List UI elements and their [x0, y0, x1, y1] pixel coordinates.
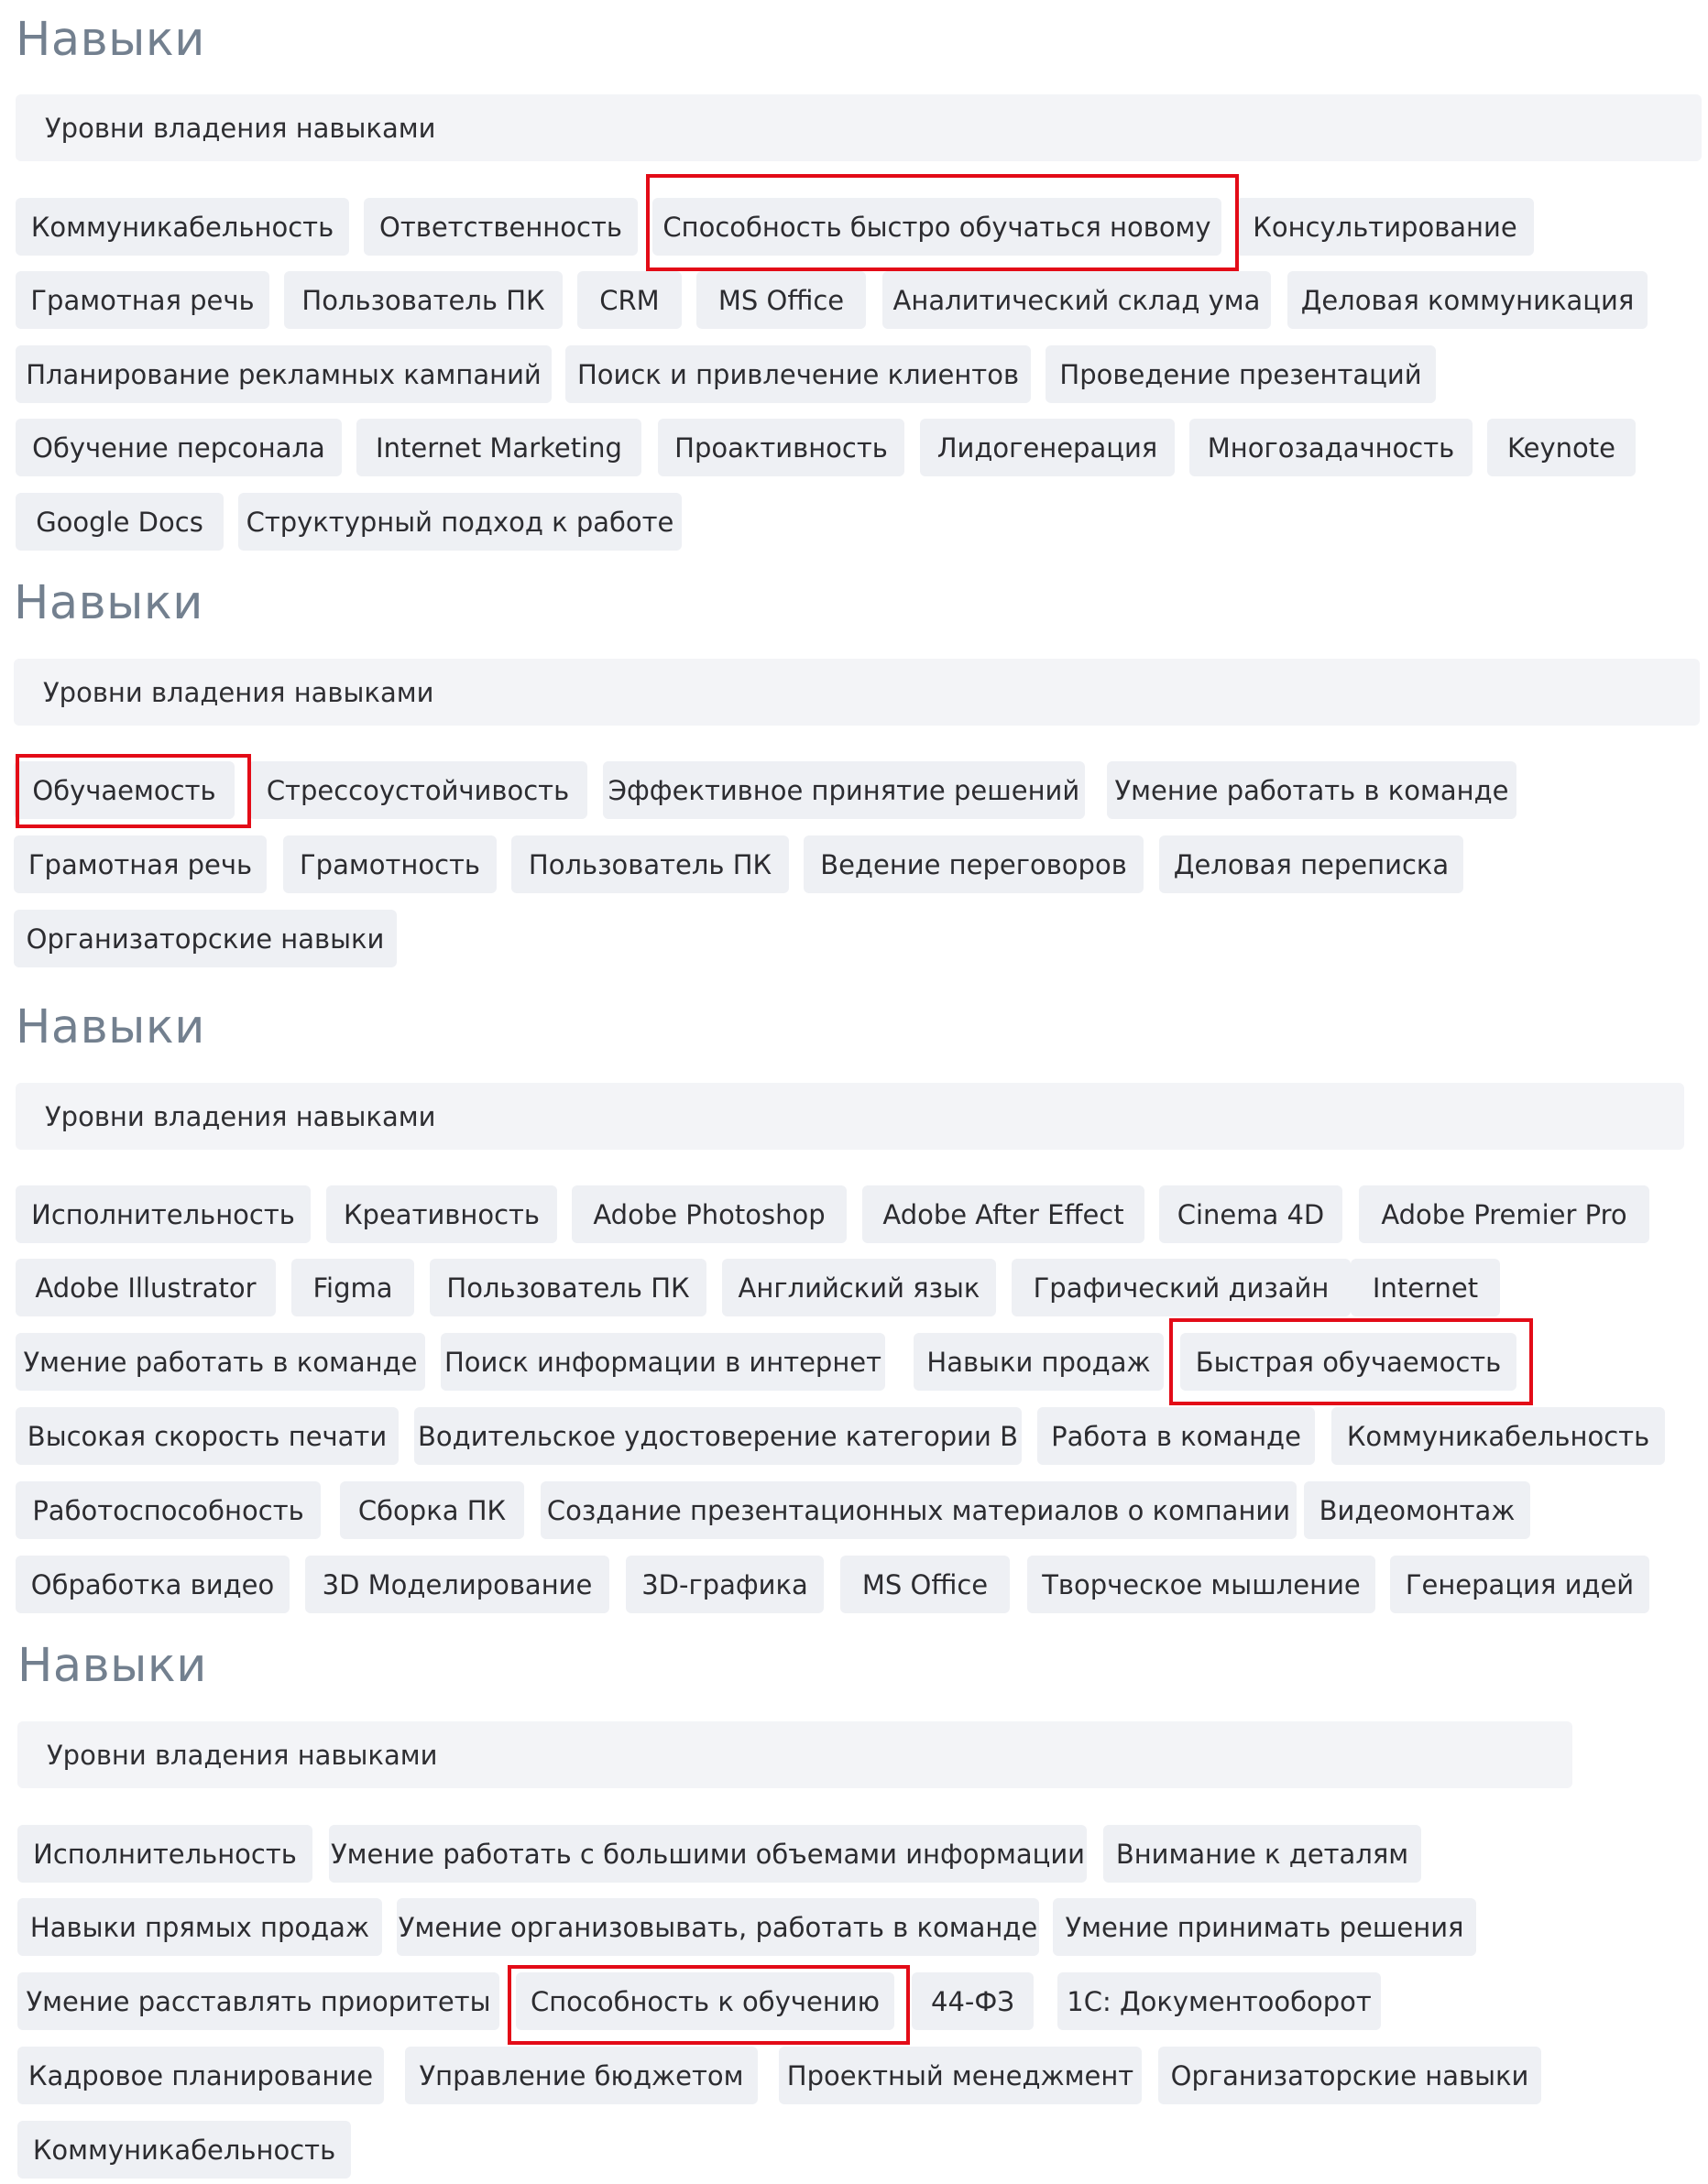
skill-tag[interactable]: Google Docs [16, 493, 224, 551]
skill-tag[interactable]: Поиск и привлечение клиентов [565, 345, 1031, 403]
skill-tag[interactable]: Коммуникабельность [16, 198, 349, 256]
skill-tag[interactable]: Аналитический склад ума [882, 271, 1271, 329]
section-1-skill-levels-link[interactable]: Уровни владения навыками [16, 94, 1702, 161]
skill-tag[interactable]: Работоспособность [16, 1481, 321, 1539]
skill-tag[interactable]: Умение работать с большими объемами информации [329, 1825, 1087, 1883]
skill-tag[interactable]: Коммуникабельность [17, 2121, 351, 2179]
skill-tag[interactable]: Водительское удостоверение категории B [414, 1407, 1022, 1465]
skill-tag[interactable]: Навыки продаж [914, 1333, 1164, 1391]
skill-tag[interactable]: Ведение переговоров [804, 835, 1144, 893]
section-3-title: Навыки [16, 1000, 205, 1054]
skill-tag[interactable]: Деловая переписка [1159, 835, 1463, 893]
skill-tag[interactable]: Творческое мышление [1027, 1556, 1375, 1613]
skill-tag[interactable]: Креативность [326, 1185, 557, 1243]
skill-tag[interactable]: Грамотная речь [16, 271, 269, 329]
section-2-skill-levels-link[interactable]: Уровни владения навыками [14, 659, 1700, 726]
skill-tag[interactable]: Умение работать в команде [1107, 761, 1516, 819]
skill-tag[interactable]: Планирование рекламных кампаний [16, 345, 552, 403]
skill-tag[interactable]: Умение организовывать, работать в команде [397, 1898, 1039, 1956]
skill-tag[interactable]: Internet Marketing [356, 419, 641, 476]
skill-tag[interactable]: Деловая коммуникация [1287, 271, 1648, 329]
skill-tag[interactable]: Работа в команде [1037, 1407, 1315, 1465]
skill-tag[interactable]: Поиск информации в интернет [441, 1333, 885, 1391]
skill-tag[interactable]: Структурный подход к работе [238, 493, 682, 551]
skill-tag[interactable]: Adobe Photoshop [572, 1185, 847, 1243]
skill-tag[interactable]: 3D-графика [626, 1556, 824, 1613]
section-2-title: Навыки [14, 576, 203, 630]
skill-tag[interactable]: 1С: Документооборот [1057, 1972, 1381, 2030]
skill-tag[interactable]: CRM [577, 271, 682, 329]
skill-tag[interactable]: Обучаемость [14, 761, 235, 819]
skill-tag[interactable]: Умение принимать решения [1053, 1898, 1476, 1956]
skill-tag[interactable]: Многозадачность [1189, 419, 1473, 476]
skill-tag[interactable]: Adobe After Effect [862, 1185, 1144, 1243]
skill-tag[interactable]: Грамотная речь [14, 835, 267, 893]
skill-tag[interactable]: Внимание к деталям [1103, 1825, 1421, 1883]
skill-tag[interactable]: Генерация идей [1390, 1556, 1649, 1613]
skill-tag[interactable]: Управление бюджетом [405, 2047, 758, 2104]
skill-tag[interactable]: Keynote [1487, 419, 1636, 476]
skill-tag[interactable]: Быстрая обучаемость [1180, 1333, 1516, 1391]
skill-tag[interactable]: Графический дизайн [1012, 1259, 1351, 1316]
skill-tag[interactable]: Adobe Illustrator [16, 1259, 276, 1316]
skill-tag[interactable]: Стрессоустойчивость [248, 761, 587, 819]
section-3-skill-levels-link[interactable]: Уровни владения навыками [16, 1083, 1684, 1150]
skill-tag[interactable]: Английский язык [722, 1259, 996, 1316]
skill-tag[interactable]: Проактивность [658, 419, 904, 476]
skill-tag[interactable]: Figma [291, 1259, 414, 1316]
skill-tag[interactable]: Пользователь ПК [430, 1259, 706, 1316]
skill-tag[interactable]: MS Office [840, 1556, 1010, 1613]
skill-tag[interactable]: Adobe Premier Pro [1359, 1185, 1649, 1243]
skill-tag[interactable]: Проведение презентаций [1046, 345, 1436, 403]
skill-tag[interactable]: Обработка видео [16, 1556, 290, 1613]
skill-tag[interactable]: Эффективное принятие решений [603, 761, 1085, 819]
skill-tag[interactable]: Видеомонтаж [1304, 1481, 1530, 1539]
section-1-title: Навыки [16, 13, 205, 67]
skill-tag[interactable]: 3D Моделирование [305, 1556, 609, 1613]
skill-tag[interactable]: Коммуникабельность [1331, 1407, 1665, 1465]
skill-tag[interactable]: Сборка ПК [340, 1481, 524, 1539]
skill-tag[interactable]: Пользователь ПК [284, 271, 563, 329]
skill-tag[interactable]: Создание презентационных материалов о компании [541, 1481, 1297, 1539]
skill-tag[interactable]: MS Office [696, 271, 866, 329]
skill-tag[interactable]: Навыки прямых продаж [17, 1898, 382, 1956]
skill-tag[interactable]: Организаторские навыки [1158, 2047, 1541, 2104]
skill-tag[interactable]: Умение расставлять приоритеты [17, 1972, 499, 2030]
skill-tag[interactable]: Проектный менеджмент [779, 2047, 1142, 2104]
skill-tag[interactable]: Грамотность [283, 835, 497, 893]
skill-tag[interactable]: Исполнительность [17, 1825, 312, 1883]
section-4-title: Навыки [17, 1639, 207, 1693]
skill-tag[interactable]: Способность быстро обучаться новому [652, 198, 1221, 256]
skill-tag[interactable]: Организаторские навыки [14, 910, 397, 967]
skill-tag[interactable]: Internet [1351, 1259, 1500, 1316]
skill-tag[interactable]: Высокая скорость печати [16, 1407, 399, 1465]
skill-tag[interactable]: Кадровое планирование [17, 2047, 384, 2104]
skill-tag[interactable]: Обучение персонала [16, 419, 342, 476]
section-4-skill-levels-link[interactable]: Уровни владения навыками [17, 1721, 1572, 1788]
skill-tag[interactable]: Умение работать в команде [16, 1333, 425, 1391]
skill-tag[interactable]: Лидогенерация [920, 419, 1175, 476]
skill-tag[interactable]: Пользователь ПК [511, 835, 789, 893]
skill-tag[interactable]: Консультирование [1236, 198, 1534, 256]
skill-tag[interactable]: Исполнительность [16, 1185, 311, 1243]
skill-tag[interactable]: Cinema 4D [1159, 1185, 1342, 1243]
skill-tag[interactable]: Ответственность [364, 198, 638, 256]
skill-tag[interactable]: 44-ФЗ [912, 1972, 1034, 2030]
skill-tag[interactable]: Способность к обучению [516, 1972, 894, 2030]
